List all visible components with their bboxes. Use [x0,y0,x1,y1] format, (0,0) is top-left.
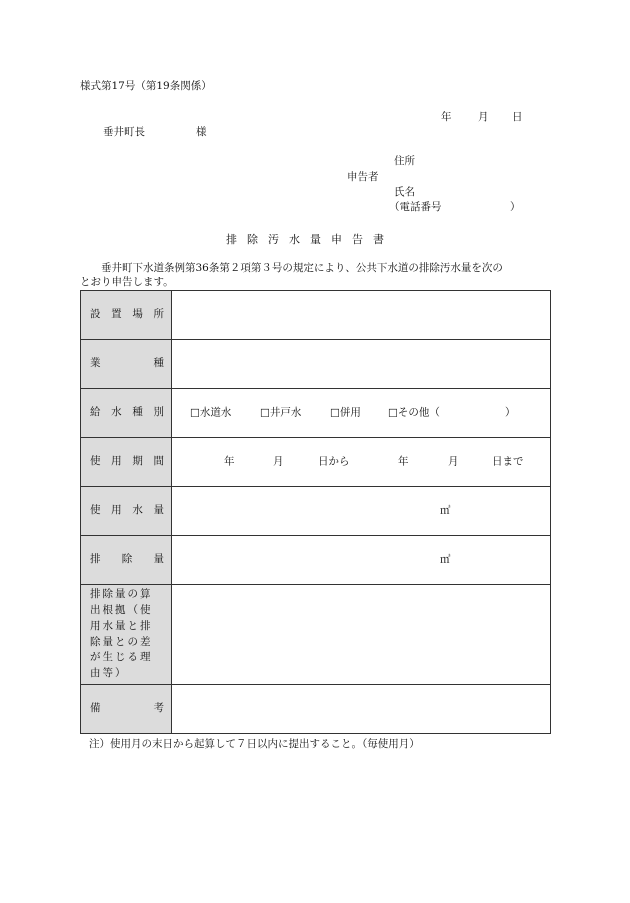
other-close-paren: ） [505,406,516,419]
period-start-month: 月 [273,455,284,468]
label-char: 使 [90,504,101,517]
label-char: 量 [153,504,164,517]
discharge-unit: ㎥ [440,553,451,566]
period-field[interactable] [172,438,551,487]
discharge-field[interactable] [172,536,551,585]
date-day-label: 日 [512,111,523,123]
label-char: 種 [153,357,164,370]
addressee: 垂井町長 [103,126,145,138]
form-number: 様式第17号（第19条関係） [80,80,212,92]
remarks-label [81,685,172,734]
period-start-year: 年 [224,455,235,468]
basis-label-text: 排除量の算出根拠（使用水量と排除量との差が生じる理由等） [90,588,153,679]
usage-label [81,487,172,536]
industry-label [81,340,172,389]
label-char: 備 [90,702,101,715]
checkbox-combined[interactable]: □併用 [330,406,361,419]
declaration-table [80,290,551,734]
document-title: 排除汚水量申告書 [226,233,394,246]
industry-field[interactable] [172,340,551,389]
row-discharge [81,536,551,585]
water-type-field [172,389,551,438]
location-label [81,291,172,340]
declarant-label: 申告者 [347,171,379,183]
row-industry [81,340,551,389]
checkbox-tap-water[interactable]: □水道水 [190,406,232,419]
intro-line-2: とおり申告します。 [80,276,174,288]
name-label: 氏名 [394,186,415,198]
label-char: 考 [153,702,164,715]
period-end-day: 日まで [492,455,524,468]
addressee-honorific: 様 [196,126,207,138]
checkbox-well-water[interactable]: □井戸水 [260,406,302,419]
period-end-year: 年 [398,455,409,468]
row-location [81,291,551,340]
label-char: 用 [111,455,122,468]
water-type-label [81,389,172,438]
address-label: 住所 [394,155,415,167]
checkbox-other[interactable]: □その他（ [388,406,440,419]
usage-unit: ㎥ [440,504,451,517]
date-year-label: 年 [441,111,452,123]
label-char: 所 [153,308,164,321]
row-period [81,438,551,487]
label-char: 給 [90,406,101,419]
label-char: 水 [132,504,143,517]
date-month-label: 月 [478,111,489,123]
row-remarks [81,685,551,734]
label-char: 使 [90,455,101,468]
label-char: 種 [132,406,143,419]
location-field[interactable] [172,291,551,340]
phone-close: ） [510,201,521,213]
discharge-label [81,536,172,585]
label-char: 除 [121,553,133,566]
label-char: 場 [132,308,143,321]
basis-label [81,585,172,685]
row-water-type [81,389,551,438]
intro-line-1: 垂井町下水道条例第36条第２項第３号の規定により、公共下水道の排除汚水量を次の [101,262,503,274]
label-char: 排 [90,553,101,566]
label-char: 用 [111,504,122,517]
period-end-month: 月 [448,455,459,468]
label-char: 量 [153,553,164,566]
label-char: 期 [132,455,143,468]
usage-field[interactable] [172,487,551,536]
label-char: 別 [153,406,164,419]
label-char: 業 [90,357,101,370]
phone-label: （電話番号 [389,201,442,213]
row-basis [81,585,551,685]
label-char: 間 [153,455,164,468]
basis-field[interactable] [172,585,551,685]
footnote: 注）使用月の末日から起算して７日以内に提出すること。（毎使用月） [89,738,420,750]
label-char: 設 [90,308,101,321]
period-label [81,438,172,487]
remarks-field[interactable] [172,685,551,734]
row-usage [81,487,551,536]
period-start-day: 日から [318,455,350,468]
label-char: 置 [111,308,122,321]
label-char: 水 [111,406,122,419]
